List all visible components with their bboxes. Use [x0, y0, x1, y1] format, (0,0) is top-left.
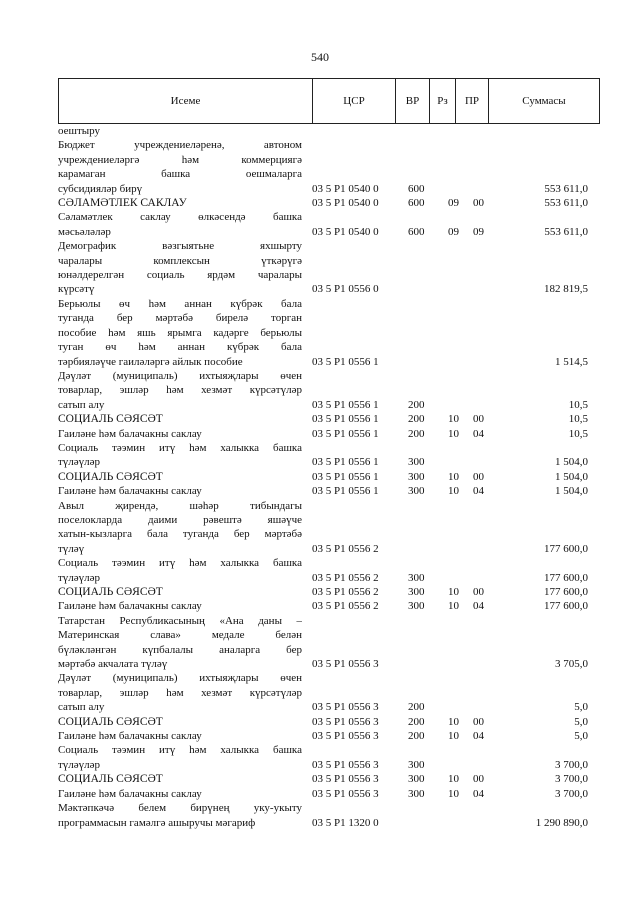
row-csr: 03 5 Р1 0556 3 [312, 730, 379, 743]
row-name-line: пособие һәм яшь ярымга кадәрге берьюлы [58, 326, 302, 339]
row-csr: 03 5 Р1 0556 2 [312, 542, 379, 555]
table-row [58, 614, 600, 672]
row-rz: 10 [448, 427, 459, 440]
table-row [58, 743, 600, 772]
row-name-line: Гаиләне һәм балачакны саклау [58, 485, 202, 498]
row-name-line: Берьюлы өч һәм аннан күбрәк бала [58, 297, 302, 310]
table-row [58, 138, 600, 196]
row-csr: 03 5 Р1 0556 1 [312, 355, 379, 368]
row-name-line: Татарстан Республикасының «Ана даны – [58, 614, 302, 627]
row-sum: 3 700,0 [555, 773, 588, 786]
row-name-line: Демографик вәзгыятьне яхшырту [58, 240, 302, 253]
row-vr: 200 [408, 427, 425, 440]
row-csr: 03 5 Р1 0540 0 [312, 225, 379, 238]
header-name: Исеме [59, 79, 313, 123]
table-row [58, 239, 600, 297]
row-name-line: түләү [58, 542, 85, 555]
row-name-line: товарлар, эшләр һәм хезмәт күрсәтүләр [58, 384, 302, 397]
row-csr: 03 5 Р1 0540 0 [312, 197, 379, 210]
header-sum: Суммасы [522, 95, 566, 107]
row-sum: 3 700,0 [555, 758, 588, 771]
row-name-line: Социаль тәэмин итү һәм халыкка башка [58, 441, 302, 454]
row-name-line: бүләкләнгән күпбалалы аналарга бер [58, 643, 302, 656]
table-row [58, 441, 600, 470]
row-pr: 00 [473, 773, 484, 786]
row-name-line: түләүләр [58, 571, 101, 584]
row-csr: 03 5 Р1 0556 1 [312, 485, 379, 498]
row-rz: 10 [448, 787, 459, 800]
row-name-line: сатып алу [58, 398, 105, 411]
table-row [58, 801, 600, 830]
row-name-line: Дәүләт (муниципаль) ихтыяҗлары өчен [58, 672, 302, 685]
row-csr: 03 5 Р1 0556 3 [312, 715, 379, 728]
row-sum: 177 600,0 [544, 600, 588, 613]
row-name-line: түләүләр [58, 456, 101, 469]
table-row [58, 787, 600, 801]
row-sum: 182 819,5 [544, 283, 588, 296]
row-name-line: туган өч һәм аннан күбрәк бала [58, 341, 302, 354]
table-row [58, 124, 600, 138]
row-csr: 03 5 Р1 1320 0 [312, 816, 379, 829]
row-csr: 03 5 Р1 0556 3 [312, 787, 379, 800]
row-csr: 03 5 Р1 0540 0 [312, 182, 379, 195]
row-csr: 03 5 Р1 0556 1 [312, 456, 379, 469]
table-row [58, 499, 600, 557]
row-name-line: Дәүләт (муниципаль) ихтыяҗлары өчен [58, 369, 302, 382]
table-row [58, 484, 600, 498]
row-sum: 5,0 [574, 715, 588, 728]
row-name-line: программасын гамәлгә ашыручы мәгариф [58, 816, 256, 829]
row-pr: 00 [473, 715, 484, 728]
row-name-line: СӘЛАМӘТЛЕК САКЛАУ [58, 197, 187, 210]
row-name-line: СОЦИАЛЬ СӘЯСӘТ [58, 773, 163, 786]
table-row [58, 297, 600, 369]
row-rz: 10 [448, 586, 459, 598]
row-rz: 10 [448, 470, 459, 483]
row-name-line: түләүләр [58, 758, 101, 771]
header-csr: ЦСР [313, 79, 396, 123]
row-pr: 04 [473, 787, 484, 800]
table-row [58, 729, 600, 743]
row-csr: 03 5 Р1 0556 3 [312, 773, 379, 786]
table-row [58, 556, 600, 585]
row-name-line: Авыл җирендә, шәһәр тибындагы [58, 499, 302, 512]
table-row [58, 585, 600, 599]
row-sum: 177 600,0 [544, 586, 588, 598]
row-name-line: юнәлдерелгән социаль ярдәм чаралары [58, 269, 302, 282]
row-name-line: туганда бер мәртәбә бирелә торган [58, 312, 302, 325]
row-sum: 553 611,0 [544, 197, 588, 210]
row-pr: 09 [473, 225, 484, 238]
row-name-line: хатын-кызларга бала туганда бер мәртәбә [58, 528, 302, 541]
table-row [58, 772, 600, 786]
row-rz: 09 [448, 197, 459, 210]
row-name-line: Сәламәтлек саклау өлкәсендә башка [58, 211, 302, 224]
row-name-line: СОЦИАЛЬ СӘЯСӘТ [58, 586, 163, 598]
row-rz: 10 [448, 730, 459, 743]
row-vr: 200 [408, 398, 425, 411]
row-vr: 300 [408, 586, 425, 598]
row-rz: 10 [448, 485, 459, 498]
row-sum: 1 504,0 [555, 456, 588, 469]
row-sum: 3 705,0 [555, 658, 588, 671]
header-pr: ПР [456, 79, 489, 123]
row-sum: 3 700,0 [555, 787, 588, 800]
row-sum: 5,0 [574, 701, 588, 714]
row-sum: 177 600,0 [544, 571, 588, 584]
row-pr: 04 [473, 730, 484, 743]
row-csr: 03 5 Р1 0556 0 [312, 283, 379, 296]
table-header [58, 78, 600, 124]
header-rz: Рз [430, 79, 456, 123]
row-name-line: товарлар, эшләр һәм хезмәт күрсәтүләр [58, 686, 302, 699]
row-rz: 10 [448, 715, 459, 728]
row-vr: 300 [408, 758, 425, 771]
row-csr: 03 5 Р1 0556 1 [312, 413, 379, 426]
row-sum: 177 600,0 [544, 542, 588, 555]
row-name-line: учреждениеләргә һәм коммерциягә [58, 153, 302, 166]
row-name-line: Гаиләне һәм балачакны саклау [58, 427, 202, 440]
table-row [58, 599, 600, 613]
row-sum: 1 290 890,0 [535, 816, 588, 829]
row-name-line: субсидияләр бирү [58, 182, 143, 195]
row-csr: 03 5 Р1 0556 3 [312, 658, 379, 671]
row-csr: 03 5 Р1 0556 2 [312, 600, 379, 613]
row-name-line: мәртәбә акчалата түләү [58, 658, 168, 671]
row-sum: 5,0 [574, 730, 588, 743]
row-vr: 200 [408, 413, 425, 426]
row-sum: 10,5 [568, 398, 588, 411]
row-name-line: мәсьәләләр [58, 225, 111, 238]
row-csr: 03 5 Р1 0556 2 [312, 571, 379, 584]
page-number: 540 [311, 50, 329, 64]
row-rz: 10 [448, 413, 459, 426]
row-pr: 00 [473, 470, 484, 483]
row-name-line: поселокларда даими рәвештә яшәүче [58, 513, 302, 526]
row-sum: 553 611,0 [544, 182, 588, 195]
row-name-line: оештыру [58, 125, 101, 137]
row-name-line: Социаль тәэмин итү һәм халыкка башка [58, 744, 302, 757]
row-pr: 04 [473, 427, 484, 440]
row-pr: 00 [473, 586, 484, 598]
table-row [58, 671, 600, 714]
row-name-line: Бюджет учреждениеләренә, автоном [58, 139, 302, 152]
row-vr: 600 [408, 225, 425, 238]
row-vr: 300 [408, 485, 425, 498]
row-name-line: Социаль тәэмин итү һәм халыкка башка [58, 557, 302, 570]
row-vr: 200 [408, 715, 425, 728]
row-sum: 1 504,0 [555, 485, 588, 498]
row-rz: 09 [448, 225, 459, 238]
header-vr: ВР [396, 79, 430, 123]
row-sum: 10,5 [568, 427, 588, 440]
row-name-line: СОЦИАЛЬ СӘЯСӘТ [58, 470, 163, 483]
row-name-line: Гаиләне һәм балачакны саклау [58, 730, 202, 743]
row-vr: 300 [408, 600, 425, 613]
table-row [58, 196, 600, 210]
row-name-line: чаралары комплексын үткәрүгә [58, 254, 302, 267]
row-vr: 300 [408, 773, 425, 786]
row-vr: 200 [408, 701, 425, 714]
table-row [58, 427, 600, 441]
row-name-line: Гаиләне һәм балачакны саклау [58, 787, 202, 800]
row-vr: 300 [408, 787, 425, 800]
row-csr: 03 5 Р1 0556 1 [312, 470, 379, 483]
row-sum: 1 514,5 [555, 355, 588, 368]
row-pr: 04 [473, 600, 484, 613]
row-vr: 200 [408, 730, 425, 743]
row-sum: 553 611,0 [544, 225, 588, 238]
row-csr: 03 5 Р1 0556 3 [312, 701, 379, 714]
row-vr: 300 [408, 470, 425, 483]
row-vr: 300 [408, 456, 425, 469]
row-vr: 600 [408, 197, 425, 210]
row-vr: 300 [408, 571, 425, 584]
row-name-line: күрсәтү [58, 283, 95, 296]
row-sum: 1 504,0 [555, 470, 588, 483]
row-csr: 03 5 Р1 0556 1 [312, 398, 379, 411]
row-name-line: СОЦИАЛЬ СӘЯСӘТ [58, 715, 163, 728]
row-name-line: Мәктәпкәчә белем бирүнең уку-укыту [58, 802, 302, 815]
row-csr: 03 5 Р1 0556 3 [312, 758, 379, 771]
row-name-line: карамаган башка оешмаларга [58, 168, 302, 181]
row-name-line: СОЦИАЛЬ СӘЯСӘТ [58, 413, 163, 426]
row-rz: 10 [448, 773, 459, 786]
table-body [58, 124, 600, 830]
row-name-line: Материнская слава» медале белән [58, 629, 302, 642]
row-pr: 04 [473, 485, 484, 498]
table-row [58, 470, 600, 484]
row-vr: 600 [408, 182, 425, 195]
row-pr: 00 [473, 413, 484, 426]
row-pr: 00 [473, 197, 484, 210]
row-csr: 03 5 Р1 0556 1 [312, 427, 379, 440]
table-row [58, 369, 600, 412]
row-name-line: сатып алу [58, 701, 105, 714]
row-name-line: Гаиләне һәм балачакны саклау [58, 600, 202, 613]
table-row [58, 412, 600, 426]
row-rz: 10 [448, 600, 459, 613]
row-name-line: тәрбияләүче гаиләләргә айлык пособие [58, 355, 243, 368]
table-row [58, 715, 600, 729]
table-row [58, 210, 600, 239]
row-csr: 03 5 Р1 0556 2 [312, 586, 379, 598]
row-sum: 10,5 [568, 413, 588, 426]
